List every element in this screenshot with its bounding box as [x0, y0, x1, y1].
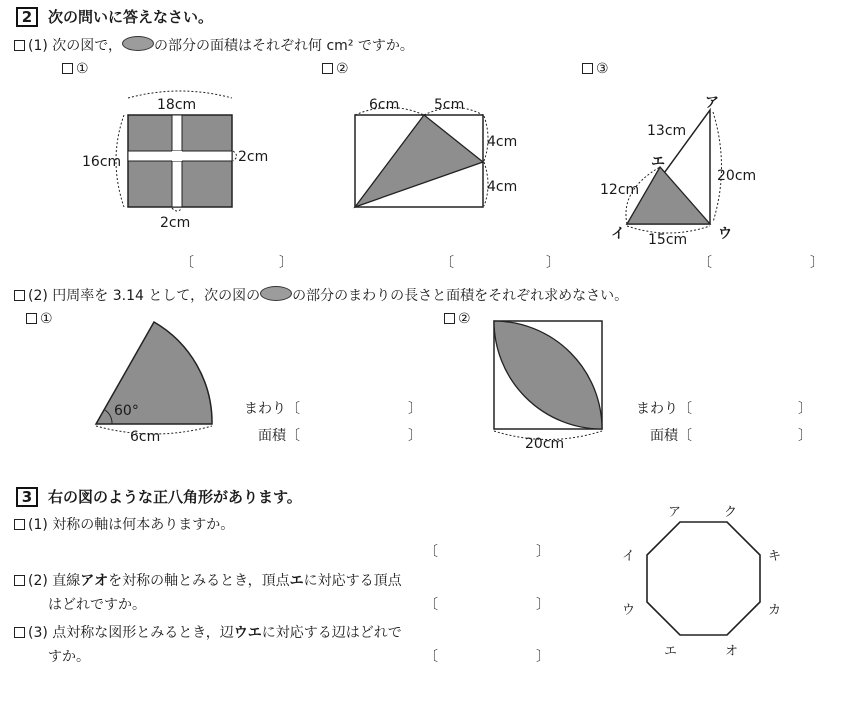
answer-2-2-area[interactable]: 面積〔 〕	[650, 428, 812, 444]
answer-1-1[interactable]: 〔 〕	[180, 255, 293, 271]
answer-2-2-perimeter[interactable]: まわり〔 〕	[636, 401, 812, 417]
q-text-before: 次の図で，	[52, 38, 123, 54]
sub-label: ②	[336, 61, 349, 77]
fig1-1-band-h: 2cm	[238, 149, 269, 165]
sub-label: ①	[76, 61, 89, 77]
octagon-v7: ウ	[622, 603, 636, 618]
vertex-a: ア	[705, 95, 719, 111]
sub-label: ③	[596, 61, 609, 77]
q-text-after: の部分のまわりの長さと面積をそれぞれ求めなさい。	[292, 288, 629, 304]
q-label: (1)	[28, 38, 48, 54]
answer-1-3[interactable]: 〔 〕	[698, 255, 824, 271]
answer-1-2[interactable]: 〔 〕	[440, 255, 560, 271]
sub-2-1	[26, 310, 53, 328]
octagon-v8: イ	[622, 549, 636, 564]
fig1-3-ae: 13cm	[647, 123, 687, 139]
q-text-after: の部分の面積はそれぞれ何 cm² ですか。	[154, 38, 414, 54]
sub-label: ②	[458, 311, 471, 327]
section-2-number: 2	[16, 7, 38, 27]
fig1-3-iu: 15cm	[648, 232, 688, 248]
question-3-3-cont: すか。	[48, 649, 90, 665]
question-3-2: (2) 直線アオを対称の軸とみるとき，頂点エに対応する頂点	[14, 572, 402, 590]
question-3-1: (1) 対称の軸は何本ありますか。	[14, 516, 234, 534]
fig2-1-radius: 6cm	[130, 429, 161, 445]
question-3-2-cont: はどれですか。	[48, 597, 146, 613]
section-3-number: 3	[16, 487, 38, 507]
figure-1-1	[82, 91, 268, 231]
figure-1-3	[600, 95, 756, 248]
answer-3-3[interactable]: 〔 〕	[424, 649, 550, 665]
q-label: (2)	[28, 288, 48, 304]
octagon-v2: ク	[724, 505, 738, 520]
fig1-3-ie: 12cm	[600, 182, 640, 198]
question-2-2	[14, 286, 628, 305]
octagon-figure	[622, 505, 781, 659]
checkbox[interactable]	[14, 519, 25, 530]
fig1-2-right-top: 4cm	[487, 134, 518, 150]
sub-label: ①	[40, 311, 53, 327]
fig2-1-angle: 60°	[114, 403, 139, 419]
figure-2-1	[96, 322, 212, 445]
answer-3-2[interactable]: 〔 〕	[424, 597, 550, 613]
fig1-2-right-bottom: 4cm	[487, 179, 518, 195]
q-text-before: 円周率を 3.14 として，次の図の	[52, 288, 261, 304]
section-2-heading: 次の問いに答えなさい。	[48, 8, 214, 26]
question-3-3: (3) 点対称な図形とみるとき，辺ウエに対応する辺はどれで	[14, 624, 402, 642]
answer-3-1[interactable]: 〔 〕	[424, 544, 550, 560]
fig1-1-height: 16cm	[82, 154, 122, 170]
fig1-1-width: 18cm	[157, 97, 197, 113]
answer-2-1-perimeter[interactable]: まわり〔 〕	[244, 401, 422, 417]
checkbox[interactable]	[26, 313, 37, 324]
checkbox[interactable]	[444, 313, 455, 324]
section-3-heading: 右の図のような正八角形があります。	[48, 488, 302, 506]
sub-2-2	[444, 310, 471, 328]
fig1-1-band-v: 2cm	[160, 215, 191, 231]
checkbox[interactable]	[14, 575, 25, 586]
figure-2-2	[494, 321, 602, 452]
fig1-3-au: 20cm	[717, 168, 757, 184]
checkbox[interactable]	[14, 627, 25, 638]
answer-2-1-area[interactable]: 面積〔 〕	[258, 428, 422, 444]
vertex-u: ウ	[718, 226, 732, 242]
octagon-v1: ア	[668, 505, 682, 520]
octagon-v5: オ	[725, 644, 739, 659]
octagon-v6: エ	[664, 644, 678, 659]
figure-1-2	[355, 97, 517, 207]
fig2-2-side: 20cm	[525, 436, 565, 452]
vertex-i: イ	[611, 226, 625, 242]
shaded-oval-icon	[260, 286, 292, 301]
octagon-v4: カ	[768, 603, 782, 618]
octagon-v3: キ	[768, 549, 782, 564]
fig1-2-top-left: 6cm	[369, 97, 400, 113]
vertex-e: エ	[651, 154, 665, 170]
fig1-2-top-right: 5cm	[434, 97, 465, 113]
checkbox[interactable]	[14, 290, 25, 301]
